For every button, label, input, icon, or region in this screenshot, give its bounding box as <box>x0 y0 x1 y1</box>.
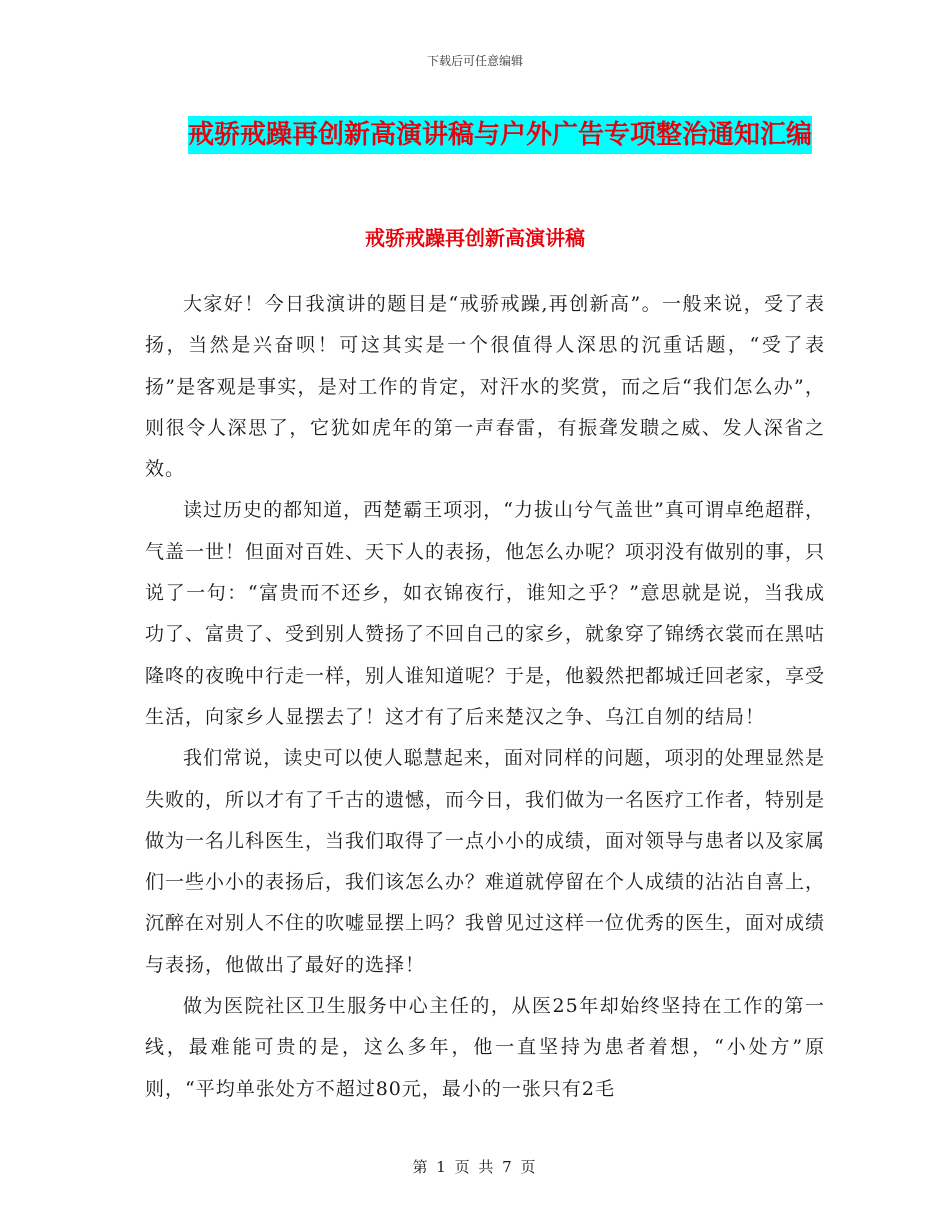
page-footer: 第 1 页 共 7 页 <box>412 1158 538 1176</box>
header-note: 下载后可任意编辑 <box>426 54 523 68</box>
paragraph: 我们常说，读史可以使人聪慧起来，面对同样的问题，项羽的处理显然是失败的，所以才有了千古的遗憾，而今日，我们做为一名医疗工作者，特别是做为一名儿科医生，当我们取得了一点小小的成绩，面对领导与患者以及家属们一些小小的表扬后，我们该怎么办？难道就停留在个人成绩的沾沾自喜上，沉醉在对别人不住的吹嘘显摆上吗？我曾见过这样一位优秀的医生，面对成绩与表扬，他做出了最好的选择！ <box>145 747 826 976</box>
body-text <box>145 284 825 1110</box>
paragraph: 大家好！今日我演讲的题目是“戒骄戒躁,再创新高”。一般来说，受了表扬，当然是兴奋呗！可这其实是一个很值得人深思的沉重话题，“受了表扬”是客观是事实，是对工作的肯定，对汗水的奖赏，而之后“我们怎么办”，则很令人深思了，它犹如虎年的第一声春雷，有振聋发聩之威、发人深省之效。 <box>145 293 825 481</box>
paragraph: 读过历史的都知道，西楚霸王项羽，“力拔山兮气盖世”真可谓卓绝超群，气盖一世！但面对百姓、天下人的表扬，他怎么办呢？项羽没有做别的事，只说了一句：“富贵而不还乡，如衣锦夜行，谁知之乎？”意思就是说，当我成功了、富贵了、受到别人赞扬了不回自己的家乡，就象穿了锦绣衣裳而在黑咕隆咚的夜晚中行走一样，别人谁知道呢？于是，他毅然把都城迁回老家，享受生活，向家乡人显摆去了！这才有了后来楚汉之争、乌江自刎的结局！ <box>145 499 826 728</box>
document-title <box>180 110 820 160</box>
section-title: 戒骄戒躁再创新高演讲稿 <box>365 226 585 250</box>
paragraph: 做为医院社区卫生服务中心主任的，从医25年却始终坚持在工作的第一线，最难能可贵的是，这么多年，他一直坚持为患者着想，“小处方”原则，“平均单张处方不超过80元，最小的一张只有2毛 <box>145 995 825 1100</box>
document-title-text: 戒骄戒躁再创新高演讲稿与户外广告专项整治通知汇编 <box>188 116 812 154</box>
